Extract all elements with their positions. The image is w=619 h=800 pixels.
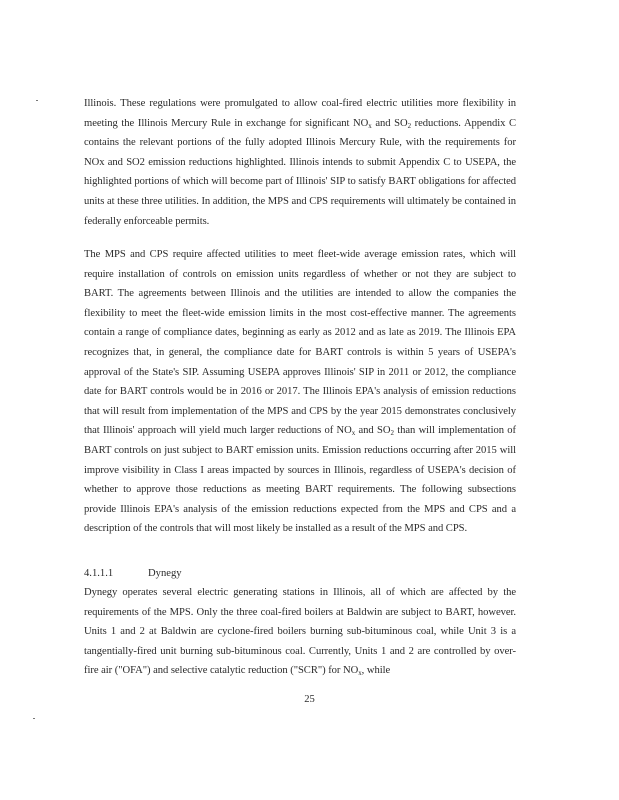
paragraph-text: than will implementation of BART controls on just subject to BART emission units. Emission reductions occurring after 2015 will improve visibility in Class I areas impacted by sources in Illinois, regardless of USEPA's decision of whether to approve those reductions as meeting BART requirements. The following subsections provide Illinois EPA's analysis of the emission reductions expected from the MPS and CPS and a description of the controls that will most likely be installed as a result of the MPS and CPS. — [84, 425, 516, 535]
paragraph-text: Dynegy operates several electric generating stations in Illinois, all of which are affected by the requirements of the MPS. Only the three coal-fired boilers at Baldwin are subject to BART, however. Units 1 and 2 at Baldwin are cyclone-fired boilers burning sub-bituminous coal, while Unit 3 is a tangentially-fired unit burning sub-bituminous coal. Currently, Units 1 and 2 are controlled by over-fire air ("OFA") and selective catalytic reduction ("SCR") for NO — [84, 587, 516, 677]
subscript-x: x — [358, 669, 362, 678]
section-number: 4.1.1.1 — [84, 568, 114, 579]
paragraph-mps-cps — [84, 245, 516, 539]
scan-speck — [36, 100, 38, 101]
paragraph-dynegy — [84, 583, 516, 681]
paragraph-text: and SO — [371, 117, 408, 129]
paragraph-appendix-c — [84, 94, 516, 231]
section-title: Dynegy — [148, 568, 182, 579]
paragraph-text: Illinois. These regulations were promulgated to allow coal-fired electric utilities more flexibility in meeting the Illinois Mercury Rule in exchange for significant NO — [84, 98, 516, 129]
subscript-x: x — [368, 121, 372, 130]
subscript-2: 2 — [390, 429, 394, 438]
paragraph-text: , while — [361, 665, 391, 677]
subscript-x: x — [351, 429, 356, 438]
section-heading — [84, 564, 182, 584]
paragraph-text: The MPS and CPS require affected utilities to meet fleet-wide average emission rates, which will require installation of controls on emission units regardless of whether or not they are subject to BART. The agreements between Illinois and the utilities are intended to allow the companies the flexibility to meet the fleet-wide emission limits in the most cost-effective manner. The agreements contain a range of compliance dates, beginning as early as 2012 and as late as 2019. The Illinois EPA recognizes that, in general, the compliance date for BART controls is within 5 years of USEPA's approval of the State's SIP. Assuming USEPA approves Illinois' SIP in 2011 or 2012, the compliance date for BART controls would be in 2016 or 2017. The Illinois EPA's analysis of emission reductions that will result from implementation of the MPS and CPS by the year 2015 demonstrates conclusively that Illinois' approach will yield much larger reductions of NO — [84, 249, 516, 437]
subscript-2: 2 — [407, 121, 412, 130]
page-number: 25 — [304, 694, 315, 705]
paragraph-text: and SO — [355, 425, 391, 437]
paragraph-text: reductions. Appendix C contains the relevant portions of the fully adopted Illinois Mercury Rule, with the requirements for NOx and SO2 emission reductions highlighted. Illinois intends to submit Appendix C to USEPA, the highlighted portions of which will become part of Illinois' SIP to satisfy BART obligations for affected units at these three utilities. In addition, the MPS and CPS requirements will ultimately be contained in federally enforceable permits. — [84, 117, 517, 227]
scan-speck — [33, 718, 35, 719]
